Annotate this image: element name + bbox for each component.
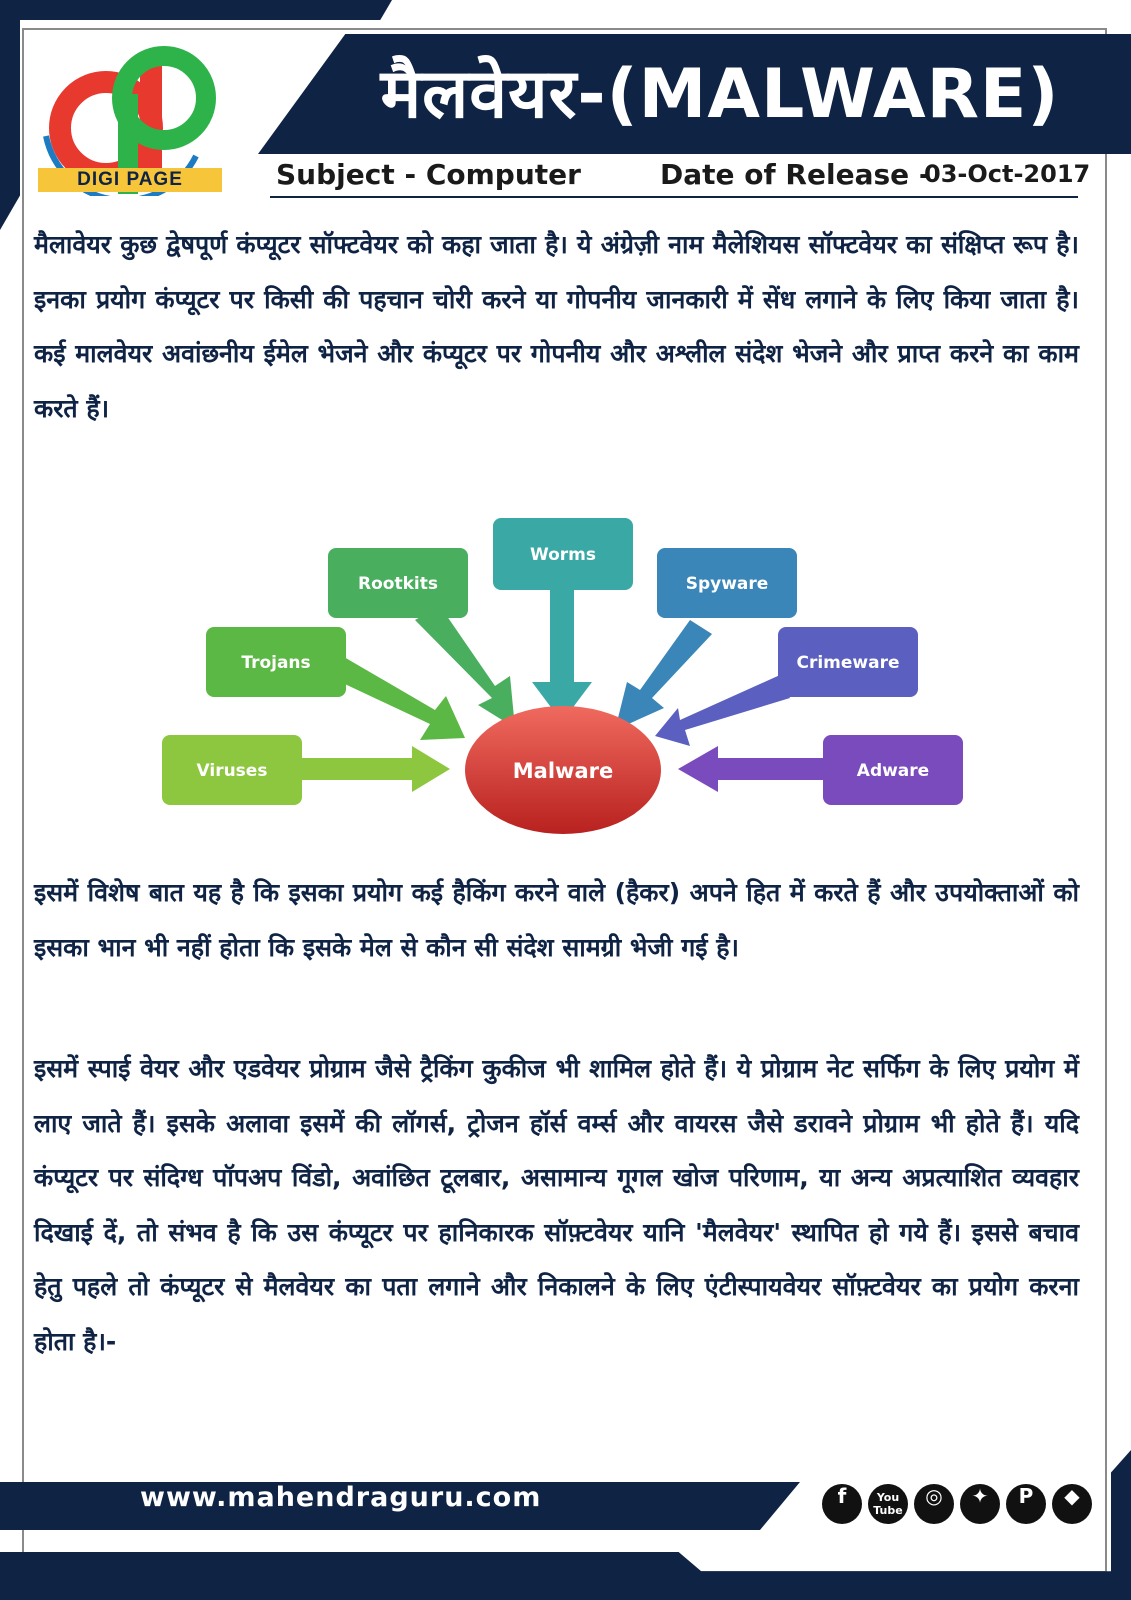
paragraph-hacking: इसमें विशेष बात यह है कि इसका प्रयोग कई हैकिंग करने वाले (हैकर) अपने हित में करते हैं और उपयोक्ताओं को इसका भान भी नहीं होता कि इसके मेल से कौन सी संदेश सामग्री भेजी गई है। — [34, 878, 1079, 962]
pinterest-icon[interactable]: P — [1006, 1484, 1046, 1524]
facebook-icon[interactable]: f — [822, 1484, 862, 1524]
arrow-worms — [532, 590, 592, 722]
arrow-crimeware — [655, 675, 790, 746]
twitter-icon[interactable]: ✦ — [960, 1484, 1000, 1524]
node-spyware — [657, 548, 797, 618]
footer-website-link[interactable]: www.mahendraguru.com — [140, 1482, 542, 1513]
release-date: 03-Oct-2017 — [924, 160, 1091, 188]
svg-text:Spyware: Spyware — [685, 574, 769, 594]
node-rootkits — [328, 548, 468, 618]
android-icon[interactable]: ◆ — [1052, 1484, 1092, 1524]
page-title: मैलवेयर-(MALWARE) — [380, 55, 1060, 134]
node-worms — [493, 518, 633, 590]
arrow-adware — [678, 746, 826, 792]
corner-decoration — [0, 0, 20, 230]
svg-text:Trojans: Trojans — [241, 653, 311, 673]
date-label: Date of Release - — [660, 158, 931, 191]
instagram-icon[interactable]: ◎ — [914, 1484, 954, 1524]
svg-text:Viruses: Viruses — [196, 761, 268, 781]
malware-center-label: Malware — [512, 759, 614, 783]
paragraph-intro: मैलावेयर कुछ द्वेषपूर्ण कंप्यूटर सॉफ्टवेयर को कहा जाता है। ये अंग्रेज़ी नाम मैलेशियस सॉफ्टवेयर का संक्षिप्त रूप है। इनका प्रयोग कंप्यूटर पर किसी की पहचान चोरी करने या गोपनीय जानकारी में सेंध लगाने के लिए किया जाता है। कई मालवेयर अवांछनीय ईमेल भेजने और कंप्यूटर पर गोपनीय और अश्लील संदेश भेजने और प्राप्त करने का काम करते हैं। — [34, 230, 1079, 423]
logo-caption: DIGI PAGE — [38, 168, 222, 192]
svg-text:Crimeware: Crimeware — [796, 653, 900, 673]
corner-decoration — [0, 0, 392, 20]
node-crimeware — [778, 627, 918, 697]
malware-diagram — [150, 510, 980, 845]
svg-text:Worms: Worms — [529, 545, 597, 565]
subject-label: Subject - Computer — [276, 158, 581, 191]
svg-text:Rootkits: Rootkits — [358, 574, 438, 594]
node-viruses — [162, 735, 302, 805]
paragraph-spyware: इसमें स्पाई वेयर और एडवेयर प्रोग्राम जैसे ट्रैकिंग कुकीज भी शामिल होते हैं। ये प्रोग्राम नेट सर्फिग के लिए प्रयोग में लाए जाते हैं। इसके अलावा इसमें की लॉगर्स, ट्रोजन हॉर्स वर्म्स और वायरस जैसे डरावने प्रोग्राम भी होते हैं। यदि कंप्यूटर पर संदिग्ध पॉपअप विंडो, अवांछित टूलबार, असामान्य गूगल खोज परिणाम, या अन्य अप्रत्याशित व्यवहार दिखाई दें, तो संभव है कि उस कंप्यूटर पर हानिकारक सॉफ़्टवेयर यानि 'मैलवेयर' स्थापित हो गये हैं। इससे बचाव हेतु पहले तो कंप्यूटर से मैलवेयर का पता लगाने और निकालने के लिए एंटीस्पायवेयर सॉफ़्टवेयर का प्रयोग करना होता है।- — [34, 1054, 1079, 1356]
header-divider — [270, 196, 1078, 198]
youtube-icon[interactable]: You Tube — [868, 1484, 908, 1524]
node-adware — [823, 735, 963, 805]
node-trojans — [206, 627, 346, 697]
svg-text:Adware: Adware — [856, 761, 930, 781]
arrow-viruses — [302, 746, 450, 792]
